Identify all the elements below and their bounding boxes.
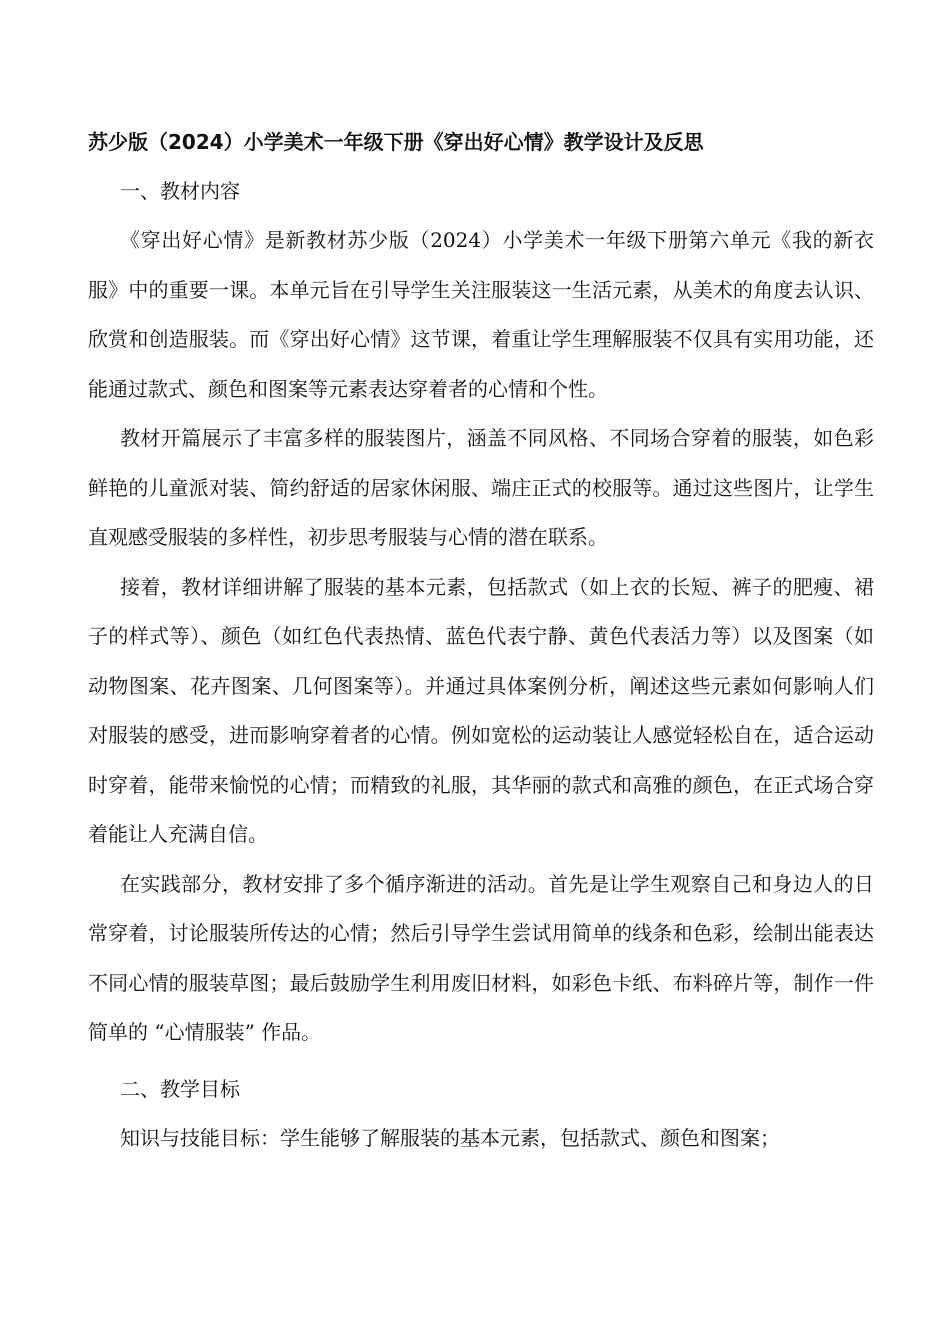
section-heading-objectives: 二、教学目标	[120, 1076, 240, 1101]
paragraph-materials-elements: 接着，教材详细讲解了服装的基本元素，包括款式（如上衣的长短、裤子的肥瘦、裙子的样式等）、颜色（如红色代表热情、蓝色代表宁静、黄色代表活力等）以及图案（如动物图案、花卉图案、几何图案等）。并通过具体案例分析，阐述这些元素如何影响人们对服装的感受，进而影响穿着者的心情。例如宽松的运动装让人感觉轻松自在，适合运动时穿着，能带来愉悦的心情；而精致的礼服，其华丽的款式和高雅的颜色，在正式场合穿着能让人充满自信。	[88, 574, 874, 846]
paragraph-materials-intro: 《穿出好心情》是新教材苏少版（2024）小学美术一年级下册第六单元《我的新衣服》中的重要一课。本单元旨在引导学生关注服装这一生活元素，从美术的角度去认识、欣赏和创造服装。而《穿出好心情》这节课，着重让学生理解服装不仅具有实用功能，还能通过款式、颜色和图案等元素表达穿着者的心情和个性。	[88, 228, 874, 401]
paragraph-materials-practice: 在实践部分，教材安排了多个循序渐进的活动。首先是让学生观察自己和身边人的日常穿着，讨论服装所传达的心情；然后引导学生尝试用简单的线条和色彩，绘制出能表达不同心情的服装草图；最后鼓励学生利用废旧材料，如彩色卡纸、布料碎片等，制作一件简单的 “心情服装” 作品。	[88, 871, 874, 1044]
document-body	[88, 124, 874, 1163]
paragraph-objectives-knowledge: 知识与技能目标：学生能够了解服装的基本元素，包括款式、颜色和图案；	[120, 1125, 780, 1150]
section-heading-materials: 一、教材内容	[120, 179, 240, 203]
document-title: 苏少版（2024）小学美术一年级下册《穿出好心情》教学设计及反思	[88, 130, 704, 154]
paragraph-materials-opening: 教材开篇展示了丰富多样的服装图片，涵盖不同风格、不同场合穿着的服装，如色彩鲜艳的儿童派对装、简约舒适的居家休闲服、端庄正式的校服等。通过这些图片，让学生直观感受服装的多样性，初步思考服装与心情的潜在联系。	[88, 426, 874, 549]
